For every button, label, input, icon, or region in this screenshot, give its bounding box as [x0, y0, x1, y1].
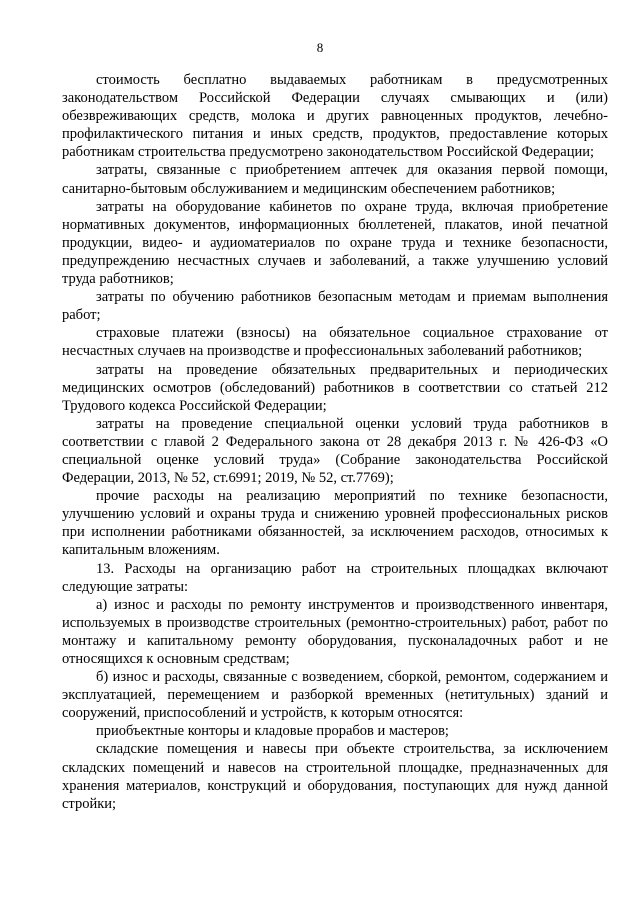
- paragraph-section-13: 13. Расходы на организацию работ на строительных площадках включают следующие затраты:: [62, 560, 608, 595]
- paragraph-site-offices: приобъектные конторы и кладовые прорабов и мастеров;: [96, 723, 449, 740]
- paragraph-first-aid: затраты, связанные с приобретением аптечек для оказания первой помощи, санитарно-бытовым обслуживанием и медицинским обеспечением работников;: [62, 162, 608, 197]
- paragraph-item-b: б) износ и расходы, связанные с возведением, сборкой, ремонтом, содержанием и эксплуатацией, перемещением и разборкой временных (нетитульных) зданий и сооружений, приспособлений и устройств, к которым относятся:: [62, 669, 608, 722]
- paragraph-storage: складские помещения и навесы при объекте строительства, за исключением складских помещений и навесов на строительной площадке, предназначенных для хранения материалов, конструкций и оборудования, поступающих для нужд данной стройки;: [62, 741, 608, 812]
- paragraph-insurance: страховые платежи (взносы) на обязательное социальное страхование от несчастных случаев на производстве и профессиональных заболеваний работников;: [62, 325, 608, 360]
- paragraph-ppe-costs: стоимость бесплатно выдаваемых работникам в предусмотренных законодательством Российской Федерации случаях смывающих и (или) обезвреживающих средств, молока и других равноценных продуктов, лечебно-профилактического питания и иных средств, продуктов, предоставление которых работникам строительства предусмотрено законодательством Российской Федерации;: [62, 72, 608, 161]
- paragraph-safety-office: затраты на оборудование кабинетов по охране труда, включая приобретение нормативных документов, информационных бюллетеней, плакатов, иной печатной продукции, видео- и аудиоматериалов по охране труда и технике безопасности, предупреждению несчастных случаев и заболеваний, а также улучшению условий труда работников;: [62, 198, 608, 288]
- paragraph-other-expenses: прочие расходы на реализацию мероприятий по технике безопасности, улучшению условий и охраны труда и снижению уровней профессиональных рисков при исполнении работниками обязанностей, за исключением расходов, относимых к капитальным вложениям.: [62, 488, 608, 559]
- paragraph-medical-exams: затраты на проведение обязательных предварительных и периодических медицинских осмотров (обследований) работников в соответствии со статьей 212 Трудового кодекса Российской Федерации;: [62, 361, 608, 414]
- document-body: [62, 71, 608, 813]
- paragraph-training: затраты по обучению работников безопасным методам и приемам выполнения работ;: [62, 289, 608, 324]
- paragraph-working-conditions: затраты на проведение специальной оценки условий труда работников в соответствии с главой 2 Федерального закона от 28 декабря 2013 г. № 426-ФЗ «О специальной оценке условий труда» (Собрание законодательства Российской Федерации, 2013, № 52, ст.6991; 2019, № 52, ст.7769);: [62, 415, 608, 487]
- paragraph-item-a: а) износ и расходы по ремонту инструментов и производственного инвентаря, используемых в производстве строительных (ремонтно-строительных) работ, работ по монтажу и капитальному ремонту оборудования, пусконаладочных работ и не относящихся к основным средствам;: [62, 596, 608, 667]
- page-number: 8: [316, 40, 324, 55]
